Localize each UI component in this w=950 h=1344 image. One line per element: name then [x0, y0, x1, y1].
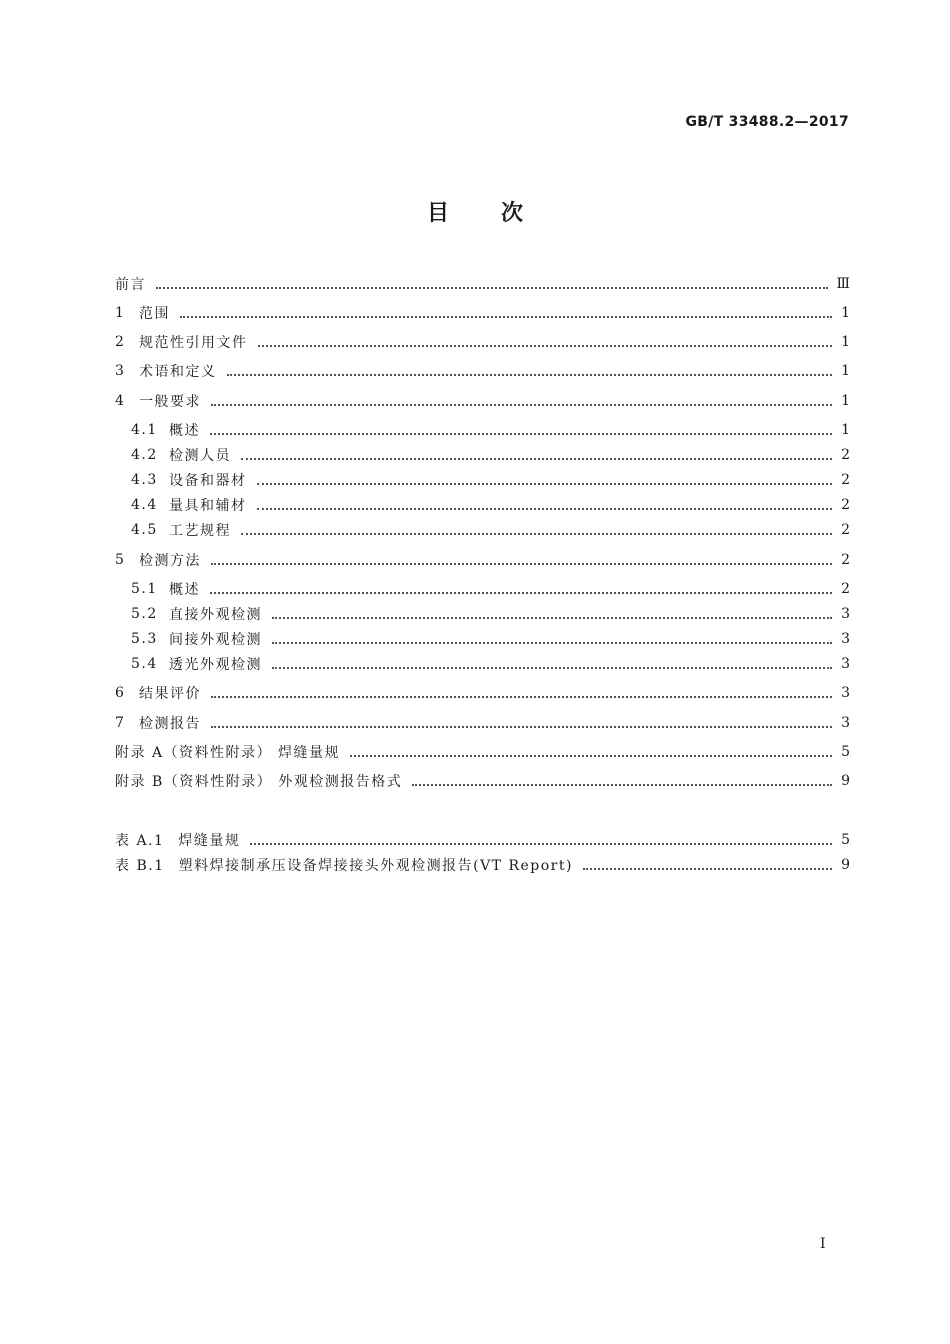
dot-leader — [210, 591, 832, 594]
dot-leader — [210, 432, 832, 435]
toc-entry-page: 5 — [841, 832, 850, 848]
dot-leader — [257, 507, 833, 510]
toc-entry-foreword[interactable] — [115, 274, 850, 294]
dot-leader — [211, 562, 832, 565]
toc-entry-page: 2 — [841, 472, 850, 488]
toc-entry-page: 3 — [841, 656, 850, 672]
toc-entry-number: 1 — [115, 305, 126, 321]
toc-entry-number: 4.1 — [131, 422, 158, 438]
toc-entry-page: 9 — [841, 857, 850, 873]
dot-leader — [241, 457, 832, 460]
dot-leader — [272, 666, 832, 669]
toc-entry-4-5[interactable] — [131, 520, 850, 540]
toc-entry-number: 5.3 — [131, 631, 158, 647]
toc-entry-page: 2 — [841, 581, 850, 597]
dot-leader — [583, 867, 832, 870]
toc-entry-label: 检测方法 — [139, 553, 201, 569]
toc-entry-number: 表 A.1 — [115, 833, 165, 849]
dot-leader — [211, 695, 832, 698]
toc-entry-5-4[interactable] — [131, 654, 850, 674]
toc-entry-number: 4.3 — [131, 472, 158, 488]
toc-entry-page: 1 — [841, 305, 850, 321]
toc-entry-page: 2 — [841, 552, 850, 568]
toc-entry-page: 2 — [841, 447, 850, 463]
toc-entry-label: 附录 A（资料性附录） 焊缝量规 — [115, 745, 341, 761]
toc-entry-number: 5.2 — [131, 606, 158, 622]
toc-entry-label: 工艺规程 — [169, 523, 231, 539]
toc-entry-5-1[interactable] — [131, 579, 850, 599]
toc-entry-label: 术语和定义 — [139, 364, 217, 380]
toc-entry-general-requirements[interactable] — [115, 391, 850, 411]
toc-entry-test-methods[interactable] — [115, 550, 850, 570]
dot-leader — [241, 532, 832, 535]
toc-entry-table-a1[interactable] — [115, 830, 850, 850]
dot-leader — [156, 286, 828, 289]
toc-entry-page: 3 — [841, 606, 850, 622]
toc-entry-page: 1 — [841, 363, 850, 379]
dot-leader — [272, 641, 832, 644]
toc-entry-4-3[interactable] — [131, 470, 850, 490]
toc-entry-4-2[interactable] — [131, 445, 850, 465]
toc-entry-label: 前言 — [115, 277, 146, 293]
dot-leader — [350, 754, 832, 757]
toc-entry-page: 3 — [841, 631, 850, 647]
toc-entry-page: 2 — [841, 497, 850, 513]
dot-leader — [258, 344, 833, 347]
dot-leader — [257, 482, 833, 485]
toc-entry-scope[interactable] — [115, 303, 850, 323]
toc-entry-number: 4.4 — [131, 497, 158, 513]
dot-leader — [227, 373, 833, 376]
toc-entry-number: 7 — [115, 715, 126, 731]
toc-entry-number: 6 — [115, 685, 126, 701]
toc-entry-5-2[interactable] — [131, 604, 850, 624]
page-title: 目次 — [426, 201, 575, 226]
toc-entry-page: 5 — [841, 744, 850, 760]
toc-entry-annex-a[interactable] — [115, 742, 850, 762]
standard-number: GB/T 33488.2—2017 — [685, 114, 849, 130]
toc-entry-label: 检测报告 — [139, 716, 201, 732]
toc-entry-page: 3 — [841, 685, 850, 701]
toc-entry-label: 直接外观检测 — [169, 607, 262, 623]
toc-entry-label: 焊缝量规 — [178, 833, 241, 849]
toc-entry-label: 概述 — [169, 582, 200, 598]
toc-entry-label: 概述 — [169, 423, 200, 439]
toc-entry-label: 塑料焊接制承压设备焊接接头外观检测报告(VT Report) — [178, 858, 573, 874]
dot-leader — [250, 842, 832, 845]
dot-leader — [272, 616, 832, 619]
toc-entry-5-3[interactable] — [131, 629, 850, 649]
toc-entry-label: 一般要求 — [139, 394, 201, 410]
dot-leader — [211, 403, 832, 406]
toc-entry-label: 结果评价 — [139, 686, 201, 702]
dot-leader — [180, 315, 832, 318]
toc-entry-label: 量具和辅材 — [169, 498, 247, 514]
toc-entry-normative-references[interactable] — [115, 332, 850, 352]
toc-entry-page: Ⅲ — [836, 276, 850, 292]
toc-entry-number: 5.4 — [131, 656, 158, 672]
toc-entry-page: 1 — [841, 334, 850, 350]
toc-entry-number: 5 — [115, 552, 126, 568]
page-folio: Ⅰ — [820, 1236, 826, 1252]
toc-entry-number: 4.5 — [131, 522, 158, 538]
toc-entry-number: 2 — [115, 334, 126, 350]
toc-entry-number: 5.1 — [131, 581, 158, 597]
toc-entry-4-1[interactable] — [131, 420, 850, 440]
toc-entry-label: 设备和器材 — [169, 473, 247, 489]
toc-entry-evaluation[interactable] — [115, 683, 850, 703]
toc-entry-page: 1 — [841, 422, 850, 438]
toc-entry-page: 2 — [841, 522, 850, 538]
toc-entry-label: 范围 — [139, 306, 170, 322]
toc-entry-number: 4.2 — [131, 447, 158, 463]
toc-entry-label: 透光外观检测 — [169, 657, 262, 673]
toc-entry-label: 检测人员 — [169, 448, 231, 464]
toc-entry-label: 间接外观检测 — [169, 632, 262, 648]
toc-entry-label: 附录 B（资料性附录） 外观检测报告格式 — [115, 774, 403, 790]
toc-entry-label: 规范性引用文件 — [139, 335, 248, 351]
toc-entry-table-b1[interactable] — [115, 855, 850, 875]
toc-entry-number: 表 B.1 — [115, 858, 165, 874]
dot-leader — [412, 783, 832, 786]
toc-entry-number: 3 — [115, 363, 126, 379]
toc-entry-page: 3 — [841, 715, 850, 731]
toc-entry-annex-b[interactable] — [115, 771, 850, 791]
toc-entry-number: 4 — [115, 393, 126, 409]
toc-entry-page: 9 — [841, 773, 850, 789]
toc-entry-page: 1 — [841, 393, 850, 409]
toc-entry-terms[interactable] — [115, 361, 850, 381]
toc-entry-4-4[interactable] — [131, 495, 850, 515]
toc-entry-test-report[interactable] — [115, 713, 850, 733]
dot-leader — [211, 725, 832, 728]
